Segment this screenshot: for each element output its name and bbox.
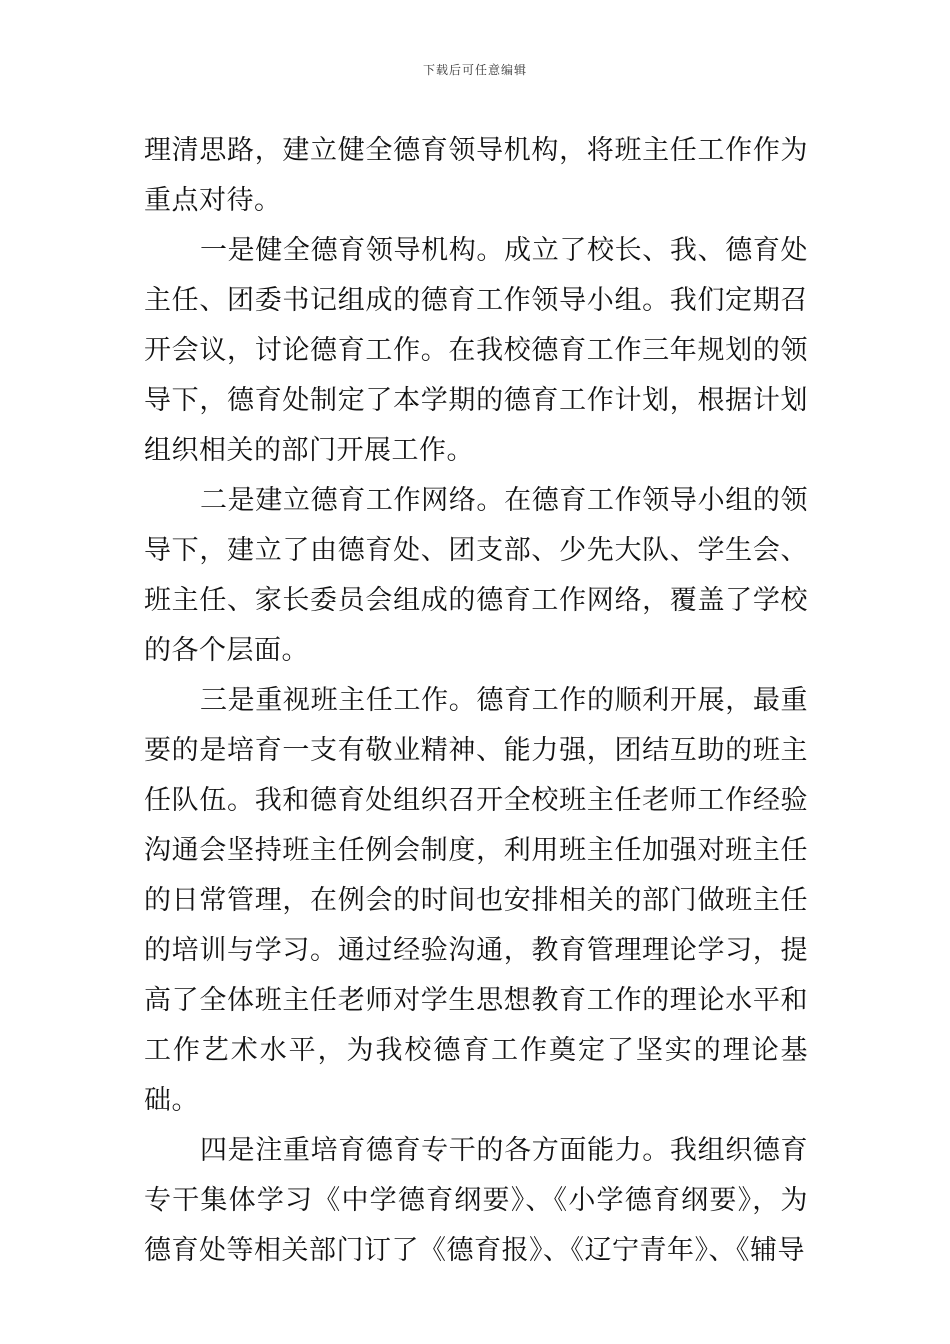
- page-header: 下载后可任意编辑: [422, 63, 527, 77]
- paragraph-class-teacher-work: 三是重视班主任工作。德育工作的顺利开展，最重要的是培育一支有敬业精神、能力强，团结互助的班主任队伍。我和德育处组织召开全校班主任老师工作经验沟通会坚持班主任例会制度，利用班主任加强对班主任的日常管理，在例会的时间也安排相关的部门做班主任的培训与学习。通过经验沟通，教育管理理论学习，提高了全体班主任老师对学生思想教育工作的理论水平和工作艺术水平，为我校德育工作奠定了坚实的理论基础。: [144, 685, 808, 1116]
- paragraph-leadership-organization: 一是健全德育领导机构。成立了校长、我、德育处主任、团委书记组成的德育工作领导小组。我们定期召开会议，讨论德育工作。在我校德育工作三年规划的领导下，德育处制定了本学期的德育工作计划，根据计划组织相关的部门开展工作。: [144, 235, 808, 466]
- paragraph-work-network: 二是建立德育工作网络。在德育工作领导小组的领导下，建立了由德育处、团支部、少先大队、学生会、班主任、家长委员会组成的德育工作网络，覆盖了学校的各个层面。: [144, 485, 808, 666]
- paragraph-staff-training: 四是注重培育德育专干的各方面能力。我组织德育专干集体学习《中学德育纲要》、《小学德育纲要》，为德育处等相关部门订了《德育报》、《辽宁青年》、《辅导: [144, 1135, 808, 1266]
- document-body: [144, 126, 808, 1276]
- paragraph-continuation: 理清思路，建立健全德育领导机构，将班主任工作作为重点对待。: [144, 135, 808, 216]
